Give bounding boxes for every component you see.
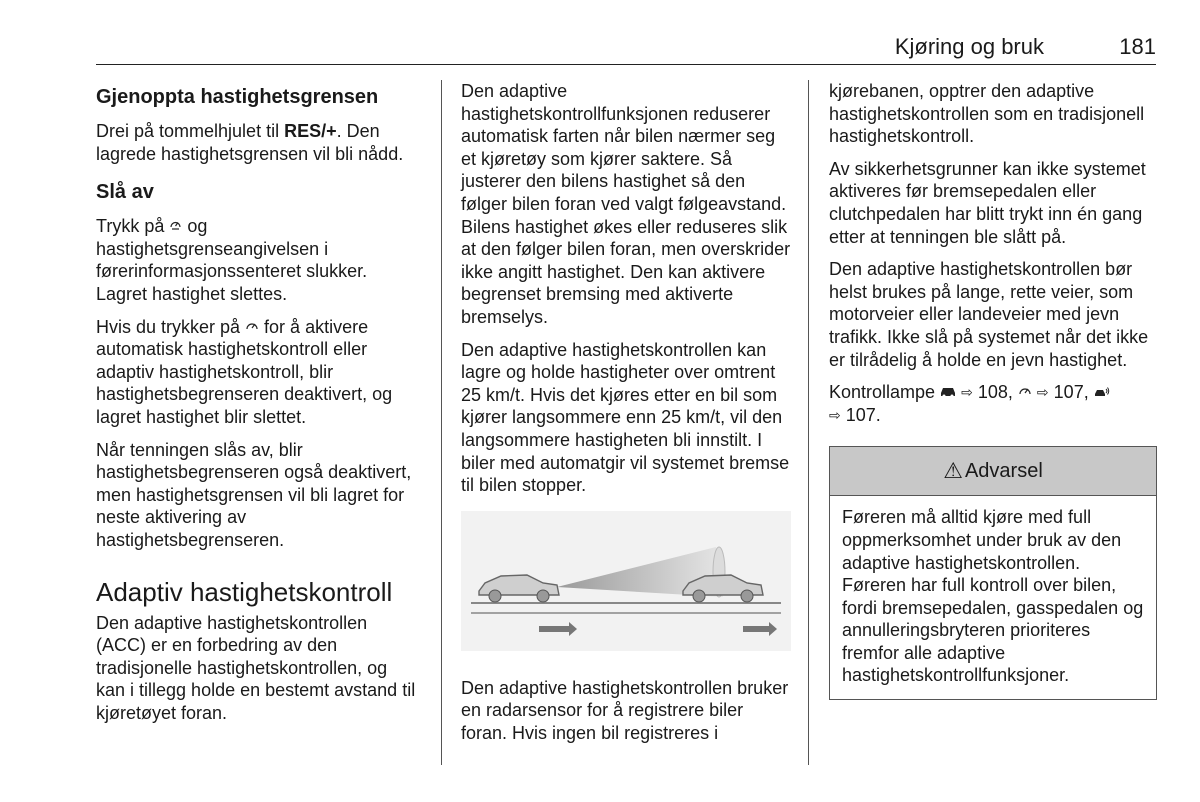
- warning-box: [829, 446, 1157, 700]
- column-divider: [808, 80, 809, 765]
- paragraph-acc-1: Den adaptive hastighetskontrollfunksjonen reduserer automatisk farten når bilen nærmer seg et kjøretøy som kjører saktere. Så justerer den bilens hastighet så den følger bilen foran ved valgt følgeavstand. Bilens hastighet økes eller reduseres slik at den følger bilen foran, men overskrider ikke angitt hastighet. Den kan aktivere begrenset bremsing med aktiverte bremselys.: [461, 81, 791, 327]
- reference-arrow-icon: ⇨: [829, 406, 841, 423]
- paragraph-sla-av-1: [96, 215, 418, 305]
- section-title: Kjøring og bruk: [894, 34, 1044, 59]
- reference-arrow-icon: ⇨: [961, 384, 973, 401]
- text: Hvis du trykker på: [96, 316, 246, 337]
- control-lamp-refs: [829, 381, 1157, 426]
- reference-arrow-icon: ⇨: [1036, 384, 1049, 401]
- page-ref[interactable]: 107.: [845, 404, 881, 425]
- kontroll-label: Kontrollampe: [829, 382, 936, 403]
- paragraph-gjenoppta: [96, 120, 418, 165]
- warning-title: Advarsel: [964, 460, 1043, 483]
- paragraph-acc-5: Av sikkerhetsgrunner kan ikke systemet aktiveres før bremsepedalen eller clutchpedalen har blitt trykt inn én gang etter at tenningen ble slått på.: [829, 158, 1146, 247]
- paragraph-sla-av-3: Når tenningen slås av, blir hastighetsbegrenseren også deaktivert, men hastighetsgrensen vil bli lagret for neste aktivering av hastighetsbegrenseren.: [96, 439, 412, 550]
- radar-car-icon: [1094, 381, 1110, 404]
- speedometer-icon: [1018, 381, 1032, 404]
- heading-adaptiv: Adaptiv hastighetskontroll: [96, 576, 393, 607]
- rear-car: [479, 575, 559, 602]
- text: for å aktivere automatisk hastighetskontroll eller adaptiv hastighetskontroll, blir hastighetsbegrenseren deaktivert, og lagret hastighet blir slettet.: [96, 316, 393, 427]
- text: Trykk på: [96, 216, 170, 237]
- paragraph-acc-4: kjørebanen, opptrer den adaptive hastighetskontrollen som en tradisjonell hastighetskontroll.: [829, 81, 1145, 147]
- text: . Den lagrede hastighetsgrensen vil bli nådd.: [96, 121, 404, 164]
- paragraph-acc-3: Den adaptive hastighetskontrollen bruker en radarsensor for å registrere biler foran. Hvis ingen bil registreres i: [461, 677, 789, 743]
- acc-illustration: [461, 511, 791, 651]
- paragraph-acc-6: Den adaptive hastighetskontrollen bør helst brukes på lange, rette veier, som motorveier eller landeveier med jevn trafikk. Ikke slå på systemet når det ikke er tilrådelig å holde en jevn hastighet.: [829, 259, 1149, 370]
- column-right: [829, 80, 1157, 700]
- heading-gjenoppta: Gjenoppta hastighetsgrensen: [96, 86, 379, 108]
- column-divider: [441, 80, 442, 765]
- paragraph-acc-2: Den adaptive hastighetskontrollen kan lagre og holde hastigheter over omtrent 25 km/t. Hvis det kjøres etter en bil som kjører langsommere enn 25 km/t, vil den langsommere hastigheten bli innstilt. I biler med automatgir vil systemet bremse til bilen stopper.: [461, 339, 790, 496]
- column-left: [96, 80, 418, 734]
- paragraph-sla-av-2: [96, 316, 418, 429]
- speed-limiter-icon: [169, 215, 182, 238]
- heading-sla-av: Slå av: [96, 181, 154, 204]
- speedometer-icon: [245, 316, 259, 339]
- text: og hastighetsgrenseangivelsen i førerinformasjonssenteret slukker. Lagret hastighet slettes.: [96, 216, 368, 304]
- page-ref[interactable]: 107,: [1053, 382, 1089, 403]
- warning-header: [830, 447, 1156, 496]
- direction-arrow: [743, 622, 777, 636]
- warning-triangle-icon: ⚠: [943, 458, 963, 484]
- acc-car-icon: [940, 381, 956, 404]
- text: Drei på tommelhjulet til: [96, 121, 285, 141]
- paragraph-adaptiv: Den adaptive hastighetskontrollen (ACC) er en forbedring av den tradisjonelle hastighetskontrollen, og kan i tillegg holde en bestemt avstand til kjøretøyet foran.: [96, 612, 416, 723]
- page-header: [96, 34, 1156, 65]
- direction-arrow: [539, 622, 577, 636]
- res-label: RES/+: [284, 121, 337, 141]
- column-middle: [461, 80, 791, 754]
- warning-text: Føreren må alltid kjøre med full oppmerksomhet under bruk av den adaptive hastighetskontrollen. Føreren har full kontroll over bilen, fordi bremsepedalen, gasspedalen og annulleringsbryteren prioriteres fremfor alle adaptive hastighetskontrollfunksjoner.: [842, 507, 1144, 686]
- page-number: 181: [1119, 34, 1156, 59]
- page-ref[interactable]: 108,: [977, 382, 1013, 403]
